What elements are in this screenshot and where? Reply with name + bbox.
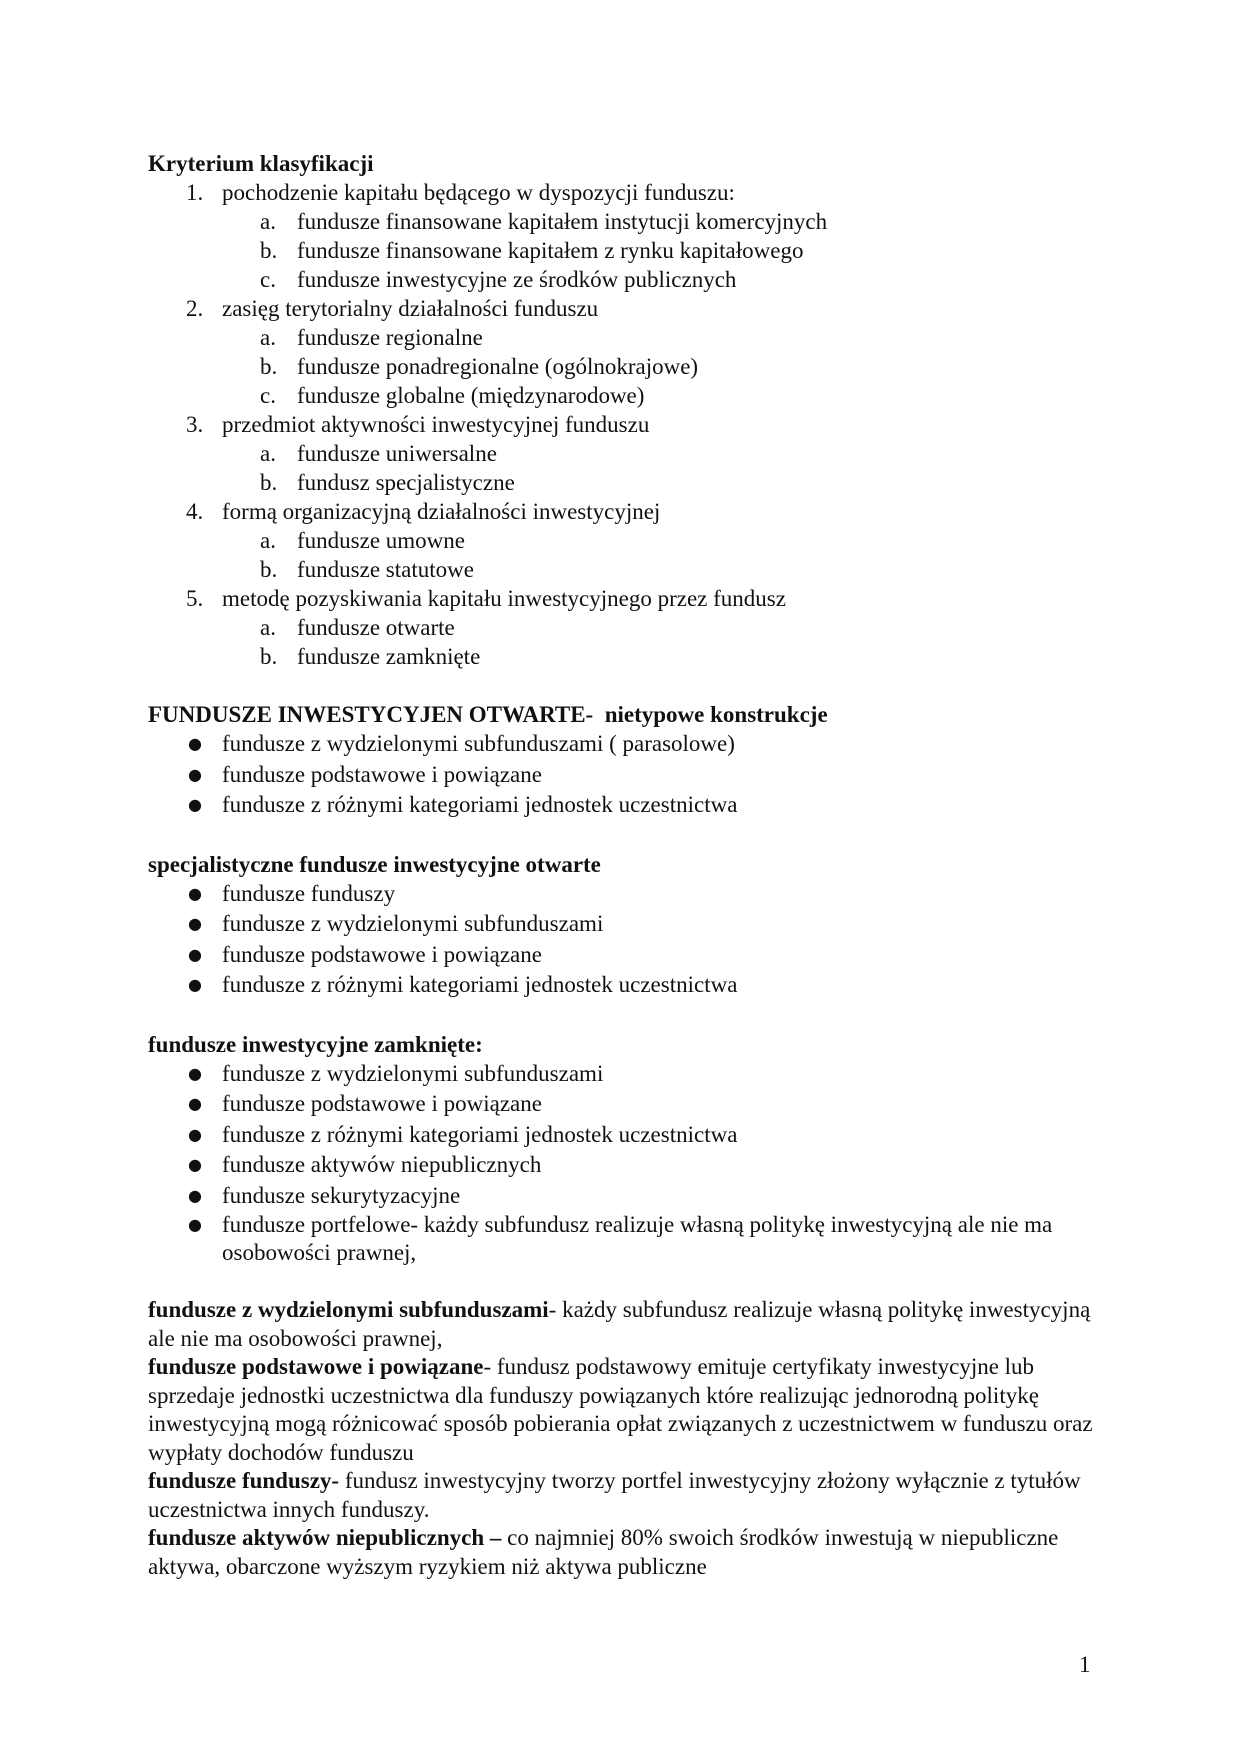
definition-paragraph xyxy=(148,1296,1098,1353)
sub-item xyxy=(148,323,1098,352)
section-heading-otwarte: FUNDUSZE INWESTYCYJEN OTWARTE- nietypowe konstrukcje xyxy=(148,702,828,727)
sub-item xyxy=(148,613,1098,642)
sub-item xyxy=(148,381,1098,410)
bullet-dot: ● xyxy=(188,1094,202,1113)
bullet-item xyxy=(148,1059,1098,1090)
sub-item xyxy=(148,526,1098,555)
bullet-dot: ● xyxy=(188,944,202,964)
bullet-dot: ● xyxy=(188,1124,202,1144)
sub-item xyxy=(148,642,1098,671)
section-heading-specjalistyczne: specjalistyczne fundusze inwestycyjne otwarte xyxy=(148,851,601,877)
bullet-item xyxy=(148,970,1098,1001)
sub-text: fundusze ponadregionalne (ogólnokrajowe) xyxy=(297,354,699,379)
bullet-item xyxy=(148,1120,1098,1151)
spacer xyxy=(148,671,1098,700)
bullet-text: fundusze z wydzielonymi subfunduszami ( parasolowe) xyxy=(222,731,735,756)
bullet-item xyxy=(148,940,1098,971)
numbered-item xyxy=(148,497,1098,526)
sub-letter: c. xyxy=(260,267,276,292)
bullet-text: fundusze z różnymi kategoriami jednostek uczestnictwa xyxy=(222,1121,738,1147)
bullet-text: fundusze portfelowe- każdy subfundusz realizuje własną politykę inwestycyjną ale nie ma osobowości prawnej, xyxy=(222,1212,1053,1265)
sub-letter: c. xyxy=(260,383,276,408)
bullet-item xyxy=(148,1211,1098,1267)
bullet-dot: ● xyxy=(188,734,202,753)
bullet-item xyxy=(148,1181,1098,1212)
bullet-item xyxy=(148,1089,1098,1120)
bullet-dot: ● xyxy=(188,764,202,784)
sub-letter: a. xyxy=(260,615,276,640)
numbered-item xyxy=(148,410,1098,439)
sub-text: fundusze zamknięte xyxy=(297,644,481,669)
page-number: 1 xyxy=(1079,1652,1091,1677)
sub-letter: b. xyxy=(260,644,278,669)
item-text: przedmiot aktywności inwestycyjnej funduszu xyxy=(222,412,650,437)
sub-text: fundusze umowne xyxy=(297,528,465,553)
bullet-text: fundusze z wydzielonymi subfunduszami xyxy=(222,911,604,936)
definition-text: fundusz inwestycyjny tworzy portfel inwestycyjny złożony wyłącznie z tytułów uczestnictwa innych funduszy. xyxy=(148,1468,1087,1522)
definition-paragraph xyxy=(148,1524,1098,1581)
bullet-text: fundusze z różnymi kategoriami jednostek uczestnictwa xyxy=(222,792,738,817)
sub-letter: a. xyxy=(260,441,276,466)
sub-item xyxy=(148,236,1098,265)
bullet-item xyxy=(148,760,1098,791)
item-text: zasięg terytorialny działalności funduszu xyxy=(222,296,599,321)
sub-item xyxy=(148,439,1098,468)
bullet-text: fundusze z wydzielonymi subfunduszami xyxy=(222,1060,604,1086)
bullet-text: fundusze funduszy xyxy=(222,880,396,906)
bullet-text: fundusze podstawowe i powiązane xyxy=(222,761,542,787)
sub-text: fundusze statutowe xyxy=(297,557,474,582)
sub-text: fundusze uniwersalne xyxy=(297,441,497,466)
item-number: 4. xyxy=(186,499,204,524)
item-text: metodę pozyskiwania kapitału inwestycyjnego przez fundusz xyxy=(222,586,786,611)
bullet-dot: ● xyxy=(188,1215,202,1234)
sub-letter: a. xyxy=(260,325,276,350)
sub-item xyxy=(148,352,1098,381)
spacer xyxy=(148,1001,1098,1030)
sub-item xyxy=(148,555,1098,584)
section-heading-kryterium: Kryterium klasyfikacji xyxy=(148,151,374,176)
sub-text: fundusze inwestycyjne ze środków publicznych xyxy=(297,267,737,292)
bullet-dot: ● xyxy=(188,795,202,814)
bullet-text: fundusze z różnymi kategoriami jednostek uczestnictwa xyxy=(222,972,738,997)
definition-paragraph xyxy=(148,1467,1098,1524)
definition-paragraph xyxy=(148,1353,1098,1467)
sub-letter: a. xyxy=(260,209,276,234)
sub-letter: b. xyxy=(260,557,278,582)
page-content xyxy=(148,149,1098,1581)
numbered-item xyxy=(148,584,1098,613)
sub-letter: b. xyxy=(260,238,278,263)
bullet-dot: ● xyxy=(188,914,202,933)
bullet-dot: ● xyxy=(188,1063,202,1083)
bullet-dot: ● xyxy=(188,1185,202,1205)
sub-text: fundusze finansowane kapitałem instytucji komercyjnych xyxy=(297,209,828,234)
sub-text: fundusze regionalne xyxy=(297,325,483,350)
numbered-item xyxy=(148,294,1098,323)
bullet-item xyxy=(148,1150,1098,1181)
bullet-text: fundusze sekurytyzacyjne xyxy=(222,1182,461,1208)
bullet-dot: ● xyxy=(188,1155,202,1174)
sub-letter: b. xyxy=(260,470,278,495)
definition-term: fundusze z wydzielonymi subfunduszami xyxy=(148,1297,549,1322)
sub-item xyxy=(148,265,1098,294)
definition-text: - fundusz podstawowy emituje certyfikaty inwestycyjne lub sprzedaje jednostki uczestnictwa dla funduszy powiązanych które realizując jednorodną politykę inwestycyjną mogą różnicować sposób pobierania opłat związanych z uczestnictwem w funduszu oraz wypłaty dochodów funduszu xyxy=(148,1354,1093,1465)
bullet-dot: ● xyxy=(188,883,202,903)
item-number: 3. xyxy=(186,412,204,437)
definition-term: fundusze podstawowe i powiązane xyxy=(148,1354,484,1379)
definition-term: fundusze aktywów niepublicznych – xyxy=(148,1525,502,1550)
item-number: 5. xyxy=(186,586,204,611)
bullet-item xyxy=(148,879,1098,910)
bullet-item xyxy=(148,790,1098,821)
sub-text: fundusze globalne (międzynarodowe) xyxy=(297,383,645,408)
spacer xyxy=(148,1267,1098,1296)
definition-term: fundusze funduszy- xyxy=(148,1468,340,1493)
item-number: 1. xyxy=(186,180,204,205)
sub-item xyxy=(148,468,1098,497)
sub-text: fundusze otwarte xyxy=(297,615,455,640)
item-text: formą organizacyjną działalności inwestycyjnej xyxy=(222,499,661,524)
item-number: 2. xyxy=(186,296,204,321)
sub-item xyxy=(148,207,1098,236)
section-heading-zamkniete: fundusze inwestycyjne zamknięte: xyxy=(148,1031,483,1057)
sub-letter: b. xyxy=(260,354,278,379)
definition-text: co najmniej 80% swoich środków inwestują w niepubliczne aktywa, obarczone wyższym ryzykiem niż aktywa publiczne xyxy=(148,1525,1065,1579)
bullet-text: fundusze aktywów niepublicznych xyxy=(222,1152,542,1177)
bullet-text: fundusze podstawowe i powiązane xyxy=(222,1091,542,1116)
bullet-item xyxy=(148,909,1098,940)
sub-letter: a. xyxy=(260,528,276,553)
definition-text: - każdy subfundusz realizuje własną politykę inwestycyjną ale nie ma osobowości prawnej, xyxy=(148,1297,1091,1351)
sub-text: fundusz specjalistyczne xyxy=(297,470,515,495)
numbered-item xyxy=(148,178,1098,207)
item-text: pochodzenie kapitału będącego w dyspozycji funduszu: xyxy=(222,180,735,205)
bullet-dot: ● xyxy=(188,975,202,994)
bullet-item xyxy=(148,729,1098,760)
spacer xyxy=(148,821,1098,850)
sub-text: fundusze finansowane kapitałem z rynku kapitałowego xyxy=(297,238,804,263)
bullet-text: fundusze podstawowe i powiązane xyxy=(222,941,542,967)
